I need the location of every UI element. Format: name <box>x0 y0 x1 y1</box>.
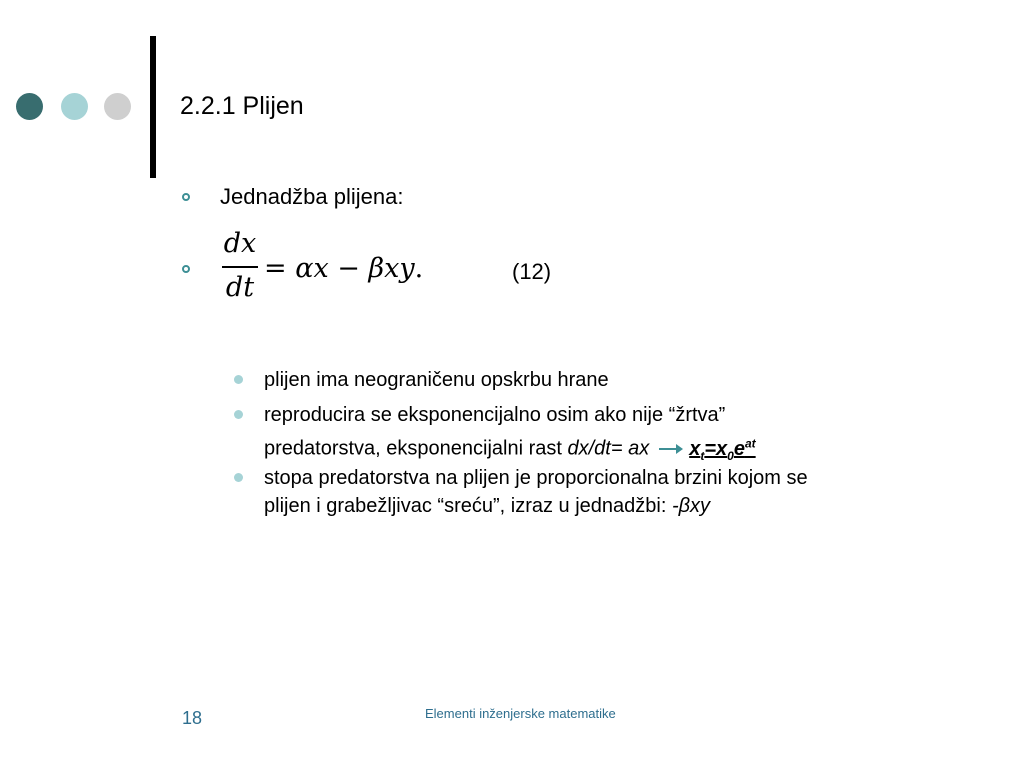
growth-derivative: dx/dt= ax <box>567 437 650 460</box>
fraction-denominator: dt <box>225 272 255 303</box>
minus-sign: − <box>328 253 369 284</box>
equation-number: (12) <box>512 259 552 284</box>
arrow-right-icon <box>659 444 683 454</box>
growth-line2-text: predatorstva, eksponencijalni rast <box>264 437 568 460</box>
dot-light <box>61 93 88 120</box>
bullet-ring-icon <box>182 265 190 273</box>
equation-rhs <box>264 253 423 284</box>
sub-bullet-predation-rate <box>264 464 808 520</box>
growth-line1: reproducira se eksponencijalno osim ako nije “žrtva” <box>264 404 726 426</box>
footer-course-title: Elementi inženjerske matematike <box>425 706 616 721</box>
title-divider <box>150 36 156 178</box>
equation-period: . <box>414 253 424 284</box>
predation-line2-text: plijen i grabežljivac “sreću”, izraz u jednadžbi: <box>264 495 672 517</box>
equals-sign: = <box>264 253 296 284</box>
beta-xy-term: βxy <box>368 253 415 284</box>
sub-bullet-dot-icon <box>234 375 243 384</box>
sub-bullet-exponential-growth <box>264 401 756 470</box>
page-number: 18 <box>182 708 203 728</box>
slide-title: 2.2.1 Plijen <box>180 92 304 120</box>
decorative-dots <box>16 93 136 123</box>
predation-line1: stopa predatorstva na plijen je proporcionalna brzini kojom se <box>264 467 808 489</box>
fraction-numerator: dx <box>223 228 257 259</box>
growth-solution-formula: $x_t=x_0e^{at}$ <box>689 436 756 463</box>
predation-term: -βxy <box>671 495 711 517</box>
alpha-x-term: αx <box>295 253 329 284</box>
dot-grey <box>104 93 131 120</box>
sub-bullet-unlimited-food: plijen ima neograničenu opskrbu hrane <box>264 369 609 391</box>
sub-bullet-dot-icon <box>234 410 243 419</box>
bullet-prey-equation: Jednadžba plijena: <box>220 184 404 209</box>
bullet-ring-icon <box>182 193 190 201</box>
sub-bullet-dot-icon <box>234 473 243 482</box>
fraction-bar <box>222 266 258 268</box>
dot-dark <box>16 93 43 120</box>
